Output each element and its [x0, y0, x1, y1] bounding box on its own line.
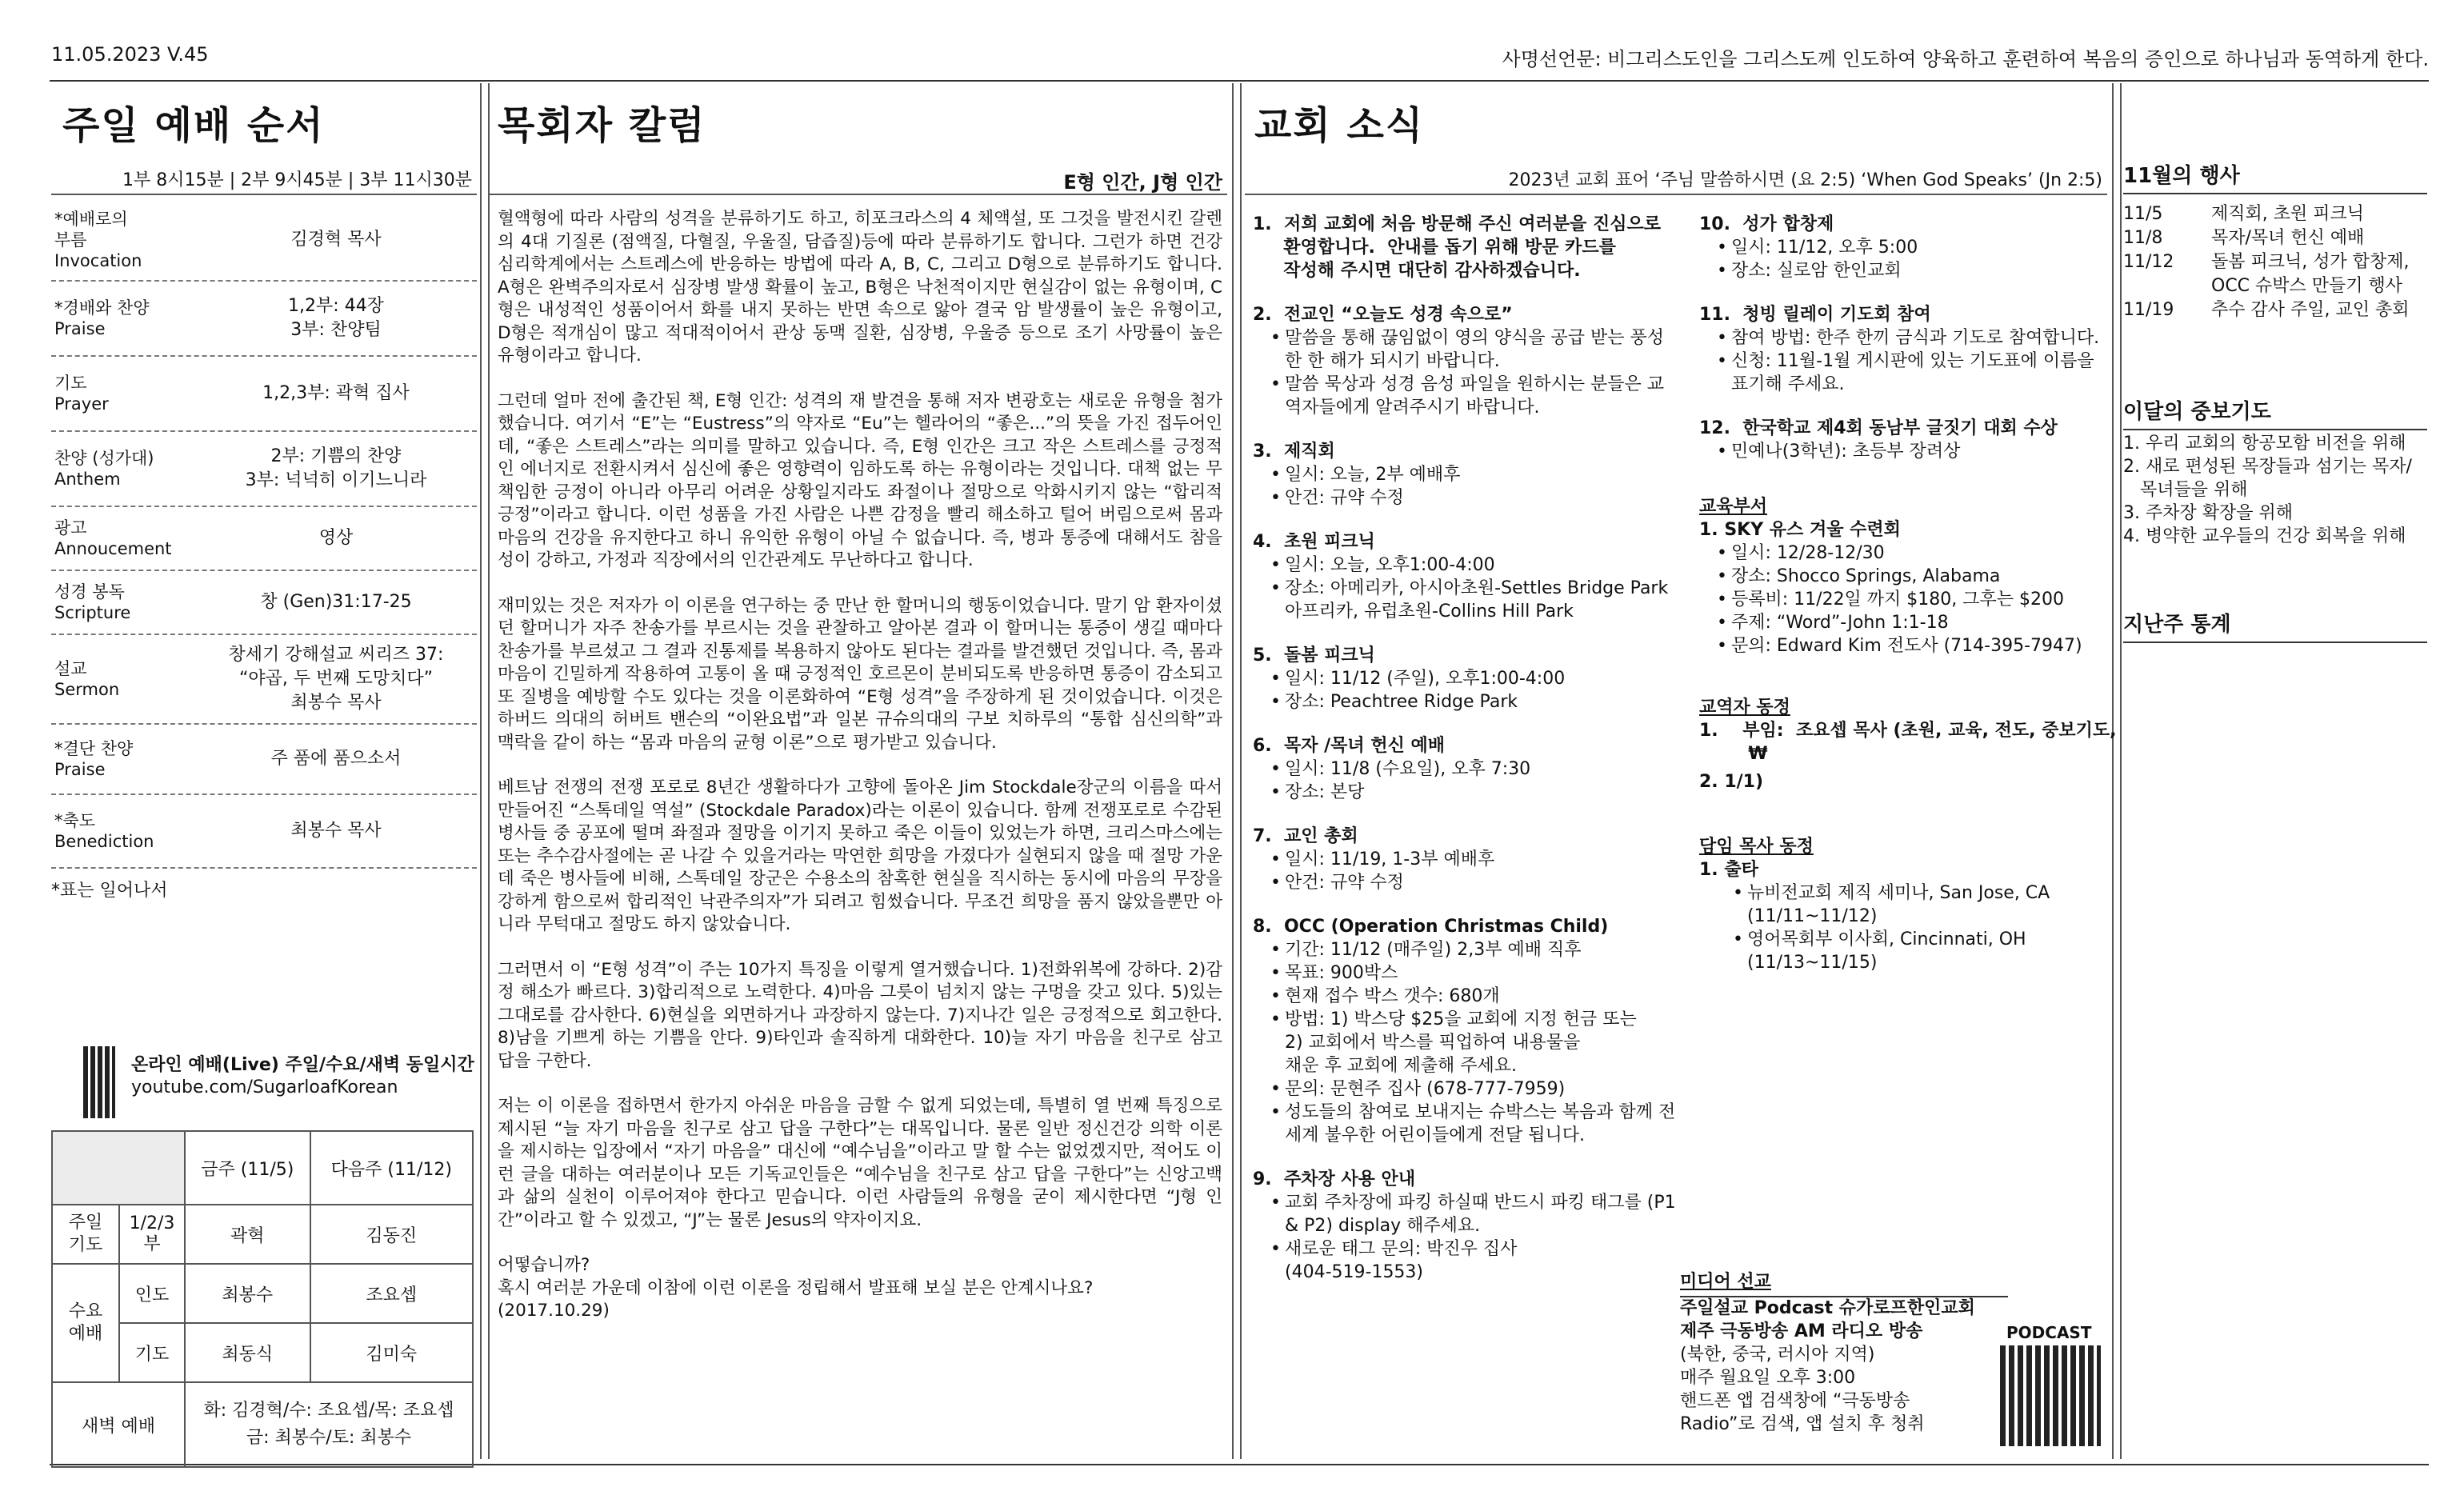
news-item: • 참여 방법: 한주 한끼 금식과 기도로 참여합니다. [1731, 326, 2109, 350]
event-row [2123, 202, 2427, 226]
wednesday-service: 수요 예배 [52, 1264, 119, 1382]
edu-item: • 장소: Shocco Springs, Alabama [1731, 565, 2109, 588]
news-item: • 말씀을 통해 끊임없이 영의 양식을 공급 받는 풍성한 한 해가 되시기 바랍니다. [1285, 326, 1677, 373]
live-url[interactable]: youtube.com/SugarloafKorean [131, 1077, 398, 1097]
sunday-this: 곽혁 [185, 1205, 310, 1264]
news-item: • 일시: 오늘, 오후1:00-4:00 [1285, 554, 1677, 577]
top-rule [50, 80, 2429, 82]
duty-schedule-table [51, 1130, 474, 1468]
worship-item-value: 1,2,3부: 곽혁 집사 [262, 383, 410, 403]
divider-2 [1232, 83, 1242, 1459]
news-item: • 안건: 규약 수정 [1285, 871, 1677, 894]
media-line1: 주일설교 Podcast 슈가로프한인교회 [1680, 1298, 1975, 1318]
church-motto: 2023년 교회 표어 ‘주님 말씀하시면 (요 2:5) ‘When God Speaks’ (Jn 2:5) [1508, 170, 2102, 190]
worship-item-label: 성경 봉독 Scripture [54, 582, 131, 622]
event-row [2123, 226, 2427, 250]
stats-title: 지난주 통계 [2123, 613, 2231, 637]
prayer-item: 2. 새로 편성된 목장들과 섬기는 목자/ 목녀들을 위해 [2123, 457, 2412, 500]
blank-cell [52, 1131, 185, 1205]
news-item: • 목표: 900박스 [1285, 961, 1677, 985]
news-block-heading: 10. 성가 합창제 [1699, 214, 1834, 234]
news-block [1253, 1168, 1677, 1284]
worship-item-label: 설교 Sermon [54, 659, 120, 699]
news-block-heading: 2. 전교인 “오늘도 성경 속으로” [1253, 305, 1513, 325]
stats-section [2123, 613, 2427, 637]
worship-title: 주일 예배 순서 [62, 103, 325, 148]
edu-item: • 주제: “Word”-John 1:1-18 [1731, 611, 2109, 634]
live-info [131, 1054, 474, 1099]
column-body [498, 208, 1222, 1345]
event-row [2123, 250, 2427, 298]
news-item: • 일시: 11/12 (주일), 오후1:00-4:00 [1285, 667, 1677, 690]
news-block-items [1253, 463, 1677, 510]
events-list [2123, 202, 2427, 322]
worship-item-label: *결단 찬양 Praise [54, 739, 134, 779]
news-item: • 장소: Peachtree Ridge Park [1285, 690, 1677, 714]
news-item: • 기간: 11/12 (매주일) 2,3부 예배 직후 [1285, 938, 1677, 961]
staff-item-1: 1. 부임: 조요셉 목사 (초원, 교육, 전도, 중보기도, ₩ [1699, 721, 2117, 764]
edu-items [1699, 542, 2109, 658]
wed-pray: 기도 [119, 1323, 185, 1382]
edu-title: 교육부서 [1699, 497, 1768, 517]
media-line3: (북한, 중국, 러시아 지역) [1680, 1345, 1875, 1365]
events-rule [2123, 193, 2427, 194]
date-version: 11.05.2023 V.45 [51, 43, 209, 66]
news-block [1253, 303, 1677, 419]
sunday-parts: 1/2/3 부 [119, 1205, 185, 1264]
live-line1: 온라인 예배(Live) 주일/수요/새벽 동일시간 [131, 1055, 474, 1075]
divider-1 [480, 83, 490, 1459]
worship-times: 1부 8시15분 | 2부 9시45분 | 3부 11시30분 [122, 170, 472, 190]
prayer-rule [2123, 429, 2427, 430]
column-rule [490, 194, 1227, 195]
news-block-items [1253, 757, 1677, 804]
news-block-items [1253, 938, 1677, 1147]
news-block [1699, 213, 2109, 282]
column-paragraph: 그러면서 이 “E형 성격”이 주는 10가지 특징을 이렇게 열거했습니다. 1)전화위복에 강하다. 2)감정 해소가 빠르다. 3)합리적으로 노력한다. 4)마음 그릇이 넘치지 않는 구멍을 갖고 있다. 5)있는 그대로를 감사한다. 6)현실을 외면하거나 과장하지 않는다. 7)지나간 일은 긍정적으로 회고한다. 8)남을 기쁘게 하는 기쁨을 안다. 9)타인과 솔직하게 대화한다. 10)늘 자기 마음을 친구로 삼고 답을 구한다. [498, 959, 1222, 1071]
column-paragraph: 그런데 얼마 전에 출간된 책, E형 인간: 성격의 재 발견을 통해 저자 변광호는 새로운 유형을 첨가했습니다. 여기서 “E”는 “Eustress”의 약자로 “Eu”는 헬라어의 “좋은...”의 뜻을 가진 접두어인데, “좋은 스트레스”라는 의미를 말하고 있습니다. 즉, E형 인간은 크고 작은 스트레스를 긍정적인 에너지로 전환시켜서 심신에 좋은 영향력이 임하도록 하는 유형이라는 것입니다. 대책 없는 무책임한 긍정이 아니라 아무리 어려운 상황일지라도 좌절이나 절망으로 악화시키지 않는 “합리적 긍정”이라고 합니다. 이런 성품을 가진 사람은 나쁜 감정을 빨리 해소하고 털어 버림으로써 몸과 마음의 건강을 유지한다고 하니 유익한 유형이 아닐 수 없습니다. 즉, 병과 통증에 대해서도 참을성이 강하고, 가정과 직장에서의 인간관계도 무난하다고 합니다. [498, 390, 1222, 570]
news-item: • 문의: 문현주 집사 (678-777-7959) [1285, 1077, 1677, 1101]
worship-item-value: 김경혁 목사 [290, 230, 382, 250]
news-rule [1245, 194, 2107, 195]
worship-item-label: 광고 Annoucement [54, 518, 172, 558]
wed-pray-this: 최동식 [185, 1323, 310, 1382]
news-item: • 신청: 11월-1월 게시판에 있는 기도표에 이름을 표기해 주세요. [1731, 350, 2109, 396]
event-date: 11/19 [2123, 300, 2174, 320]
podcast-label: PODCAST [2006, 1323, 2092, 1342]
edu-heading: 1. SKY 유스 겨울 수련회 [1699, 520, 1901, 540]
worship-item-value: 최봉수 목사 [290, 821, 382, 841]
worship-item [51, 357, 477, 432]
news-block-items [1699, 236, 2109, 282]
worship-item [51, 200, 477, 282]
news-item: • 장소: 본당 [1285, 781, 1677, 804]
staff-title: 교역자 동정 [1699, 698, 1790, 718]
news-block-items [1253, 554, 1677, 623]
worship-item-value: 주 품에 품으소서 [270, 749, 402, 769]
news-item: • 성도들의 참여로 보내지는 슈박스는 복음과 함께 전세계 불우한 어린이들에게 전달 됩니다. [1285, 1101, 1677, 1147]
news-item: • 민예나(3학년): 초등부 장려상 [1731, 440, 2109, 463]
news-block-items [1699, 440, 2109, 463]
worship-note: *표는 일어나서 [51, 881, 168, 901]
event-text: 돌봄 피크닉, 성가 합창제, OCC 슈박스 만들기 행사 [2211, 252, 2410, 296]
dawn-service: 새벽 예배 [52, 1382, 185, 1467]
news-block [1253, 644, 1677, 714]
news-block-heading: 3. 제직회 [1253, 442, 1335, 462]
news-block [1253, 915, 1677, 1147]
pastor-heading: 1. 출타 [1699, 860, 1758, 880]
podcast-qr-code [2000, 1345, 2101, 1446]
news-item: • 일시: 11/8 (수요일), 오후 7:30 [1285, 757, 1677, 781]
dawn-line1: 화: 김경혁/수: 조요셉/목: 조요셉 [203, 1401, 454, 1421]
stats-rule [2123, 642, 2427, 643]
pastor-items [1699, 881, 2109, 974]
news-item: • 일시: 11/12, 오후 5:00 [1731, 236, 2109, 259]
worship-rule [51, 194, 477, 195]
event-text: 목자/목녀 헌신 예배 [2211, 228, 2365, 248]
pastor-item: • 영어목회부 이사회, Cincinnati, OH (11/13~11/15) [1747, 928, 2109, 974]
worship-item-value: 영상 [318, 528, 354, 548]
news-item: • 일시: 오늘, 2부 예배후 [1285, 463, 1677, 486]
prayer-title: 이달의 중보기도 [2123, 400, 2271, 424]
event-text: 추수 감사 주일, 교인 총회 [2211, 300, 2410, 320]
news-block-heading: 8. OCC (Operation Christmas Child) [1253, 917, 1609, 937]
news-block [1253, 530, 1677, 623]
column-subtitle: E형 인간, J형 인간 [1063, 171, 1222, 194]
news-block [1253, 440, 1677, 510]
prayer-section [2123, 400, 2427, 548]
worship-item-value: 창세기 강해설교 씨리즈 37: “야곱, 두 번째 도망치다” 최봉수 목사 [228, 645, 444, 713]
media-line4: 매주 월요일 오후 3:00 [1680, 1368, 1856, 1388]
media-line2: 제주 극동방송 AM 라디오 방송 [1680, 1321, 1923, 1341]
event-date: 11/8 [2123, 228, 2163, 248]
news-block-items [1253, 1191, 1677, 1284]
news-block-heading: 12. 한국학교 제4회 동남부 글짓기 대회 수상 [1699, 418, 2058, 438]
prayer-item: 3. 주차장 확장을 위해 [2123, 503, 2293, 523]
news-left-column [1253, 213, 1677, 1305]
news-item: • 말씀 묵상과 성경 음성 파일을 원하시는 분들은 교역자들에게 알려주시기 바랍니다. [1285, 373, 1677, 419]
dawn-line2: 금: 최봉수/토: 최봉수 [246, 1428, 412, 1448]
media-title: 미디어 선교 [1680, 1272, 1771, 1292]
sunday-next: 김동진 [310, 1205, 473, 1264]
news-item: • 장소: 실로암 한인교회 [1731, 259, 2109, 282]
pastor-title: 담임 목사 동정 [1699, 837, 1814, 857]
worship-item [51, 635, 477, 725]
divider-3 [2112, 83, 2122, 1459]
column-paragraph: 어떻습니까? 혹시 여러분 가운데 이참에 이런 이론을 정립해서 발표해 보실 분은 안계시나요? (2017.10.29) [498, 1255, 1094, 1321]
news-title: 교회 소식 [1254, 103, 1425, 148]
event-date: 11/12 [2123, 252, 2174, 272]
worship-item-value: 2부: 기쁨의 찬양 3부: 넉넉히 이기느니라 [245, 446, 427, 490]
news-block-heading: 1. 저희 교회에 처음 방문해 주신 여러분을 진심으로 환영합니다. 안내를 돕기 위해 방문 카드를 작성해 주시면 대단히 감사하겠습니다. [1253, 214, 1661, 281]
pastor-item: • 뉴비전교회 제직 세미나, San Jose, CA (11/11~11/12) [1747, 881, 2109, 928]
news-block [1253, 825, 1677, 894]
news-block-heading: 9. 주차장 사용 안내 [1253, 1169, 1416, 1189]
column-paragraph: 저는 이 이론을 접하면서 한가지 아쉬운 마음을 금할 수 없게 되었는데, 특별히 열 번째 특징으로 제시된 “늘 자기 마음을 친구로 삼고 답을 구한다”는 대목입니다. 물론 일반 정신건강 의학 이론을 제시하는 입장에서 “자기 마음을” 대신에 “예수님을”이라고 말 할 수는 없었겠지만, 적어도 이런 글을 대하는 여러분이나 모든 기독교인들은 “예수님을 친구로 삼고 답을 구한다”는 신앙고백과 삶의 실천이 이루어져야 한다고 믿습니다. 이런 사람들의 유형을 굳이 제시한다면 “J형 인간”이라고 할 수 있겠고, “J”는 물론 Jesus의 약자이지요. [498, 1096, 1222, 1230]
news-block-heading: 5. 돌봄 피크닉 [1253, 646, 1375, 666]
top-bar [51, 43, 2429, 75]
worship-item-label: *예배로의 부름 Invocation [54, 210, 142, 270]
worship-item [51, 795, 477, 869]
wed-pray-next: 김미숙 [310, 1323, 473, 1382]
worship-item-label: *축도 Benediction [54, 811, 154, 851]
news-item: • 현재 접수 박스 갯수: 680개 [1285, 985, 1677, 1008]
news-item: • 안건: 규약 수정 [1285, 486, 1677, 510]
news-block-items [1253, 667, 1677, 714]
edu-item: • 일시: 12/28-12/30 [1731, 542, 2109, 565]
worship-item-value: 1,2부: 44장 3부: 찬양팀 [288, 296, 384, 340]
column-paragraph: 혈액형에 따라 사람의 성격을 분류하기도 하고, 히포크라스의 4 체액설, 또 그것을 발전시킨 갈렌의 4대 기질론 (점액질, 다혈질, 우울질, 담즙질)등에 따라 분류하기도 합니다. 그런가 하면 건강 심리학계에서는 스트레스에 반응하는 방법에 따라 A, B, C, 그리고 D형으로 분류하기도 합니다. A형은 완벽주의자로서 심장병 발생 확률이 높고, B형은 낙천적이지만 현실감이 없는 유형이며, C형은 내성적인 성품이어서 화를 내지 못하는 반면 속으로 앓아 결국 암 발생률이 높은 유형이고, D형은 적개심이 많고 적대적이어서 관상 동맥 질환, 심장병, 우울증 등으로 조기 사망률이 높은 유형이라고 합니다. [498, 209, 1222, 366]
col-next-week: 다음주 (11/12) [310, 1131, 473, 1205]
news-block [1699, 303, 2109, 396]
worship-item-label: *경배와 찬양 Praise [54, 298, 150, 338]
live-qr-code [83, 1046, 115, 1118]
edu-item: • 등록비: 11/22일 까지 $180, 그후는 $200 [1731, 588, 2109, 611]
sunday-prayer: 주일 기도 [52, 1205, 119, 1264]
news-item: • 일시: 11/19, 1-3부 예배후 [1285, 848, 1677, 871]
worship-item [51, 507, 477, 571]
media-line5: 핸드폰 앱 검색창에 “극동방송 Radio”로 검색, 앱 설치 후 청취 [1680, 1391, 1925, 1434]
event-date: 11/5 [2123, 204, 2163, 224]
wed-lead: 인도 [119, 1264, 185, 1323]
worship-order-list [51, 200, 477, 901]
column-paragraph: 재미있는 것은 저자가 이 이론을 연구하는 중 만난 한 할머니의 행동이었습니다. 말기 암 환자이셨던 할머니가 자주 찬송가를 부르시는 것을 관찰하고 알아본 결과 이 할머니는 통증이 생길 때마다 찬송가를 부르셨고 그 결과 진통제를 복용하지 않아도 된다는 결과를 발견했던 것입니다. 즉, 몸과 마음이 긴밀하게 작용하여 고통이 올 때 긍정적인 호르몬이 분비되도록 반응하면 통증이 감소되고 또 질병을 예방할 수도 있다는 것을 이론화하여 “E형 성격”을 주장하게 된 것이었습니다. 이것은 하버드 의대의 허버트 밴슨의 “이완요법”과 일본 규슈의대의 구보 치하루의 “통합 심신의학”과 맥락을 같이 하는 “몸과 마음의 균형 이론”으로 평가받고 있습니다. [498, 595, 1222, 753]
worship-item [51, 571, 477, 635]
worship-item-value: 창 (Gen)31:17-25 [260, 592, 412, 612]
dawn-schedule [185, 1382, 473, 1467]
news-block-heading: 11. 청빙 릴레이 기도회 참여 [1699, 305, 1931, 325]
wed-lead-this: 최봉수 [185, 1264, 310, 1323]
worship-item-label: 기도 Prayer [54, 374, 109, 414]
worship-item [51, 282, 477, 357]
column-title: 목회자 칼럼 [498, 103, 706, 148]
col-this-week: 금주 (11/5) [185, 1131, 310, 1205]
event-row [2123, 298, 2427, 322]
news-block [1253, 734, 1677, 804]
events-section [2123, 164, 2427, 322]
news-block-heading: 4. 초원 피크닉 [1253, 532, 1375, 552]
news-item: • 방법: 1) 박스당 $25을 교회에 지정 헌금 또는 2) 교회에서 박스를 픽업하여 내용물을 채운 후 교회에 제출해 주세요. [1285, 1008, 1677, 1077]
news-item: • 새로운 태그 문의: 박진우 집사 (404-519-1553) [1285, 1237, 1677, 1284]
news-block-items [1253, 326, 1677, 419]
news-block-items [1699, 326, 2109, 396]
edu-item: • 문의: Edward Kim 전도사 (714-395-7947) [1731, 634, 2109, 658]
mission-statement: 사명선언문: 비그리스도인을 그리스도께 인도하여 양육하고 훈련하여 복음의 증인으로 하나님과 동역하게 한다. [1502, 48, 2429, 70]
prayer-list [2123, 432, 2427, 548]
prayer-item: 1. 우리 교회의 항공모함 비전을 위해 [2123, 434, 2406, 454]
worship-item-label: 찬양 (성가대) Anthem [54, 449, 154, 489]
column-paragraph: 베트남 전쟁의 전쟁 포로로 8년간 생활하다가 고향에 돌아온 Jim Stockdale장군의 이름을 따서 만들어진 “스톡데일 역설” (Stockdale Paradox)라는 이론이 있습니다. 함께 전쟁포로로 수감된 병사들 중 공포에 떨며 좌절과 절망을 이기지 못하고 죽은 이들이 있었는가 하면, 크리스마스에는 또는 추수감사절에는 곧 나갈 수 있을거라는 막연한 희망을 가졌다가 실현되지 않을 때 절망 가운데 죽은 병사들에 비해, 스톡데일 장군은 수용소의 참혹한 현실을 직시하는 동시에 마음의 무장을 강하게 함으로써 합리적인 낙관주의자”가 되려고 힘썼습니다. 무조건 희망을 품지 않았을뿐만 아니라 무턱대고 절망도 하지 않았습니다. [498, 777, 1222, 934]
news-block-heading: 7. 교인 총회 [1253, 826, 1358, 846]
staff-item-2: 2. 1/1) [1699, 772, 1764, 792]
events-title: 11월의 행사 [2123, 164, 2240, 188]
worship-item [51, 432, 477, 507]
news-block [1699, 417, 2109, 463]
news-right-column [1699, 213, 2117, 974]
news-block [1253, 213, 1677, 282]
news-block-heading: 6. 목자 /목녀 헌신 예배 [1253, 736, 1446, 756]
worship-item [51, 725, 477, 795]
wed-lead-next: 조요셉 [310, 1264, 473, 1323]
news-item: • 교회 주차장에 파킹 하실때 반드시 파킹 태그를 (P1 & P2) display 해주세요. [1285, 1191, 1677, 1237]
event-text: 제직회, 초원 피크닉 [2211, 204, 2364, 224]
media-section [1680, 1270, 2016, 1436]
prayer-item: 4. 병약한 교우들의 건강 회복을 위해 [2123, 526, 2406, 546]
news-block-items [1253, 848, 1677, 894]
news-item: • 장소: 아메리카, 아시아초원-Settles Bridge Park 아프리카, 유럽초원-Collins Hill Park [1285, 577, 1677, 623]
